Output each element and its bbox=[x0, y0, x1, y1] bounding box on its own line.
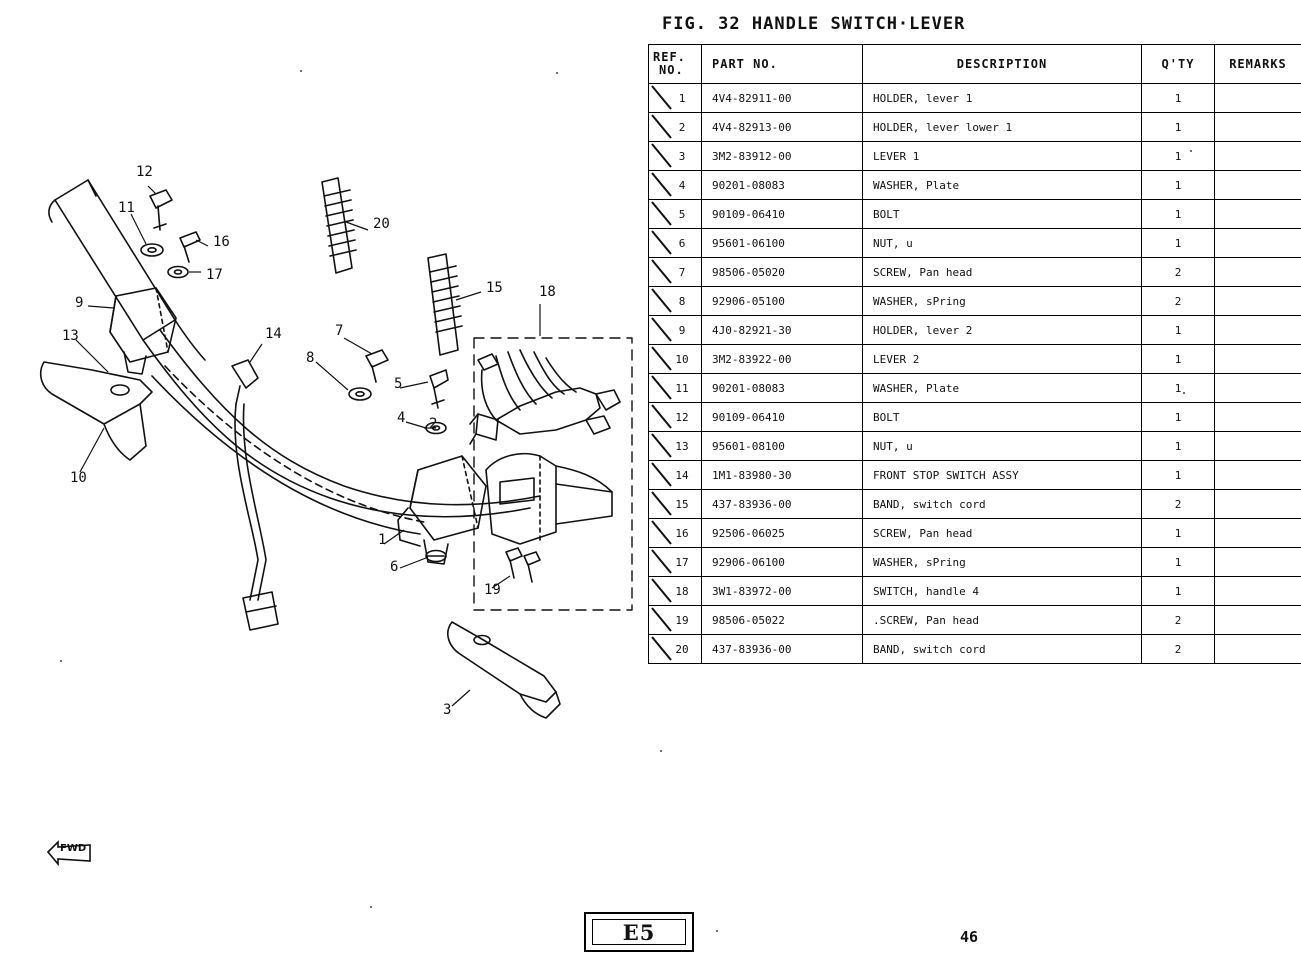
ref-no-value: 3 bbox=[678, 149, 686, 163]
cell-part-no: 3M2-83912-00 bbox=[702, 142, 863, 171]
cell-qty: 2 bbox=[1142, 635, 1215, 664]
ref-no-value: 8 bbox=[678, 294, 686, 308]
exploded-diagram bbox=[0, 0, 648, 958]
cell-description: WASHER, Plate bbox=[863, 374, 1142, 403]
cell-description: NUT, u bbox=[863, 229, 1142, 258]
cell-remarks bbox=[1215, 606, 1301, 635]
ref-no-value: 18 bbox=[675, 584, 689, 598]
cell-remarks bbox=[1215, 200, 1301, 229]
ref-no-value: 1 bbox=[678, 91, 686, 105]
scan-speckle bbox=[1183, 392, 1185, 394]
ref-no-value: 19 bbox=[675, 613, 689, 627]
cell-qty: 1 bbox=[1142, 548, 1215, 577]
cell-ref-no bbox=[649, 316, 702, 345]
ref-no-value: 14 bbox=[675, 468, 689, 482]
cell-description: SWITCH, handle 4 bbox=[863, 577, 1142, 606]
table-row bbox=[649, 229, 1301, 258]
callout-16: 16 bbox=[213, 234, 230, 250]
cell-part-no: 437-83936-00 bbox=[702, 635, 863, 664]
cell-qty: 1 bbox=[1142, 345, 1215, 374]
table-row bbox=[649, 113, 1301, 142]
cell-qty: 1 bbox=[1142, 577, 1215, 606]
cell-qty: 1 bbox=[1142, 461, 1215, 490]
cell-description: LEVER 1 bbox=[863, 142, 1142, 171]
ref-header-line1: REF. bbox=[653, 50, 686, 65]
cell-description: FRONT STOP SWITCH ASSY bbox=[863, 461, 1142, 490]
column-header-ref-no bbox=[649, 45, 702, 84]
ref-no-value: 17 bbox=[675, 555, 689, 569]
cell-ref-no bbox=[649, 258, 702, 287]
ref-no-value: 2 bbox=[678, 120, 686, 134]
callout-9: 9 bbox=[75, 295, 84, 311]
cell-ref-no bbox=[649, 403, 702, 432]
table-row bbox=[649, 606, 1301, 635]
cell-remarks bbox=[1215, 635, 1301, 664]
cell-ref-no bbox=[649, 287, 702, 316]
callout-17: 17 bbox=[206, 267, 223, 283]
cell-part-no: 4V4-82913-00 bbox=[702, 113, 863, 142]
cell-remarks bbox=[1215, 258, 1301, 287]
cell-description: WASHER, sPring bbox=[863, 548, 1142, 577]
ref-no-value: 7 bbox=[678, 265, 686, 279]
section-code-box bbox=[584, 912, 694, 952]
callout-4: 4 bbox=[397, 410, 406, 426]
cell-description: WASHER, sPring bbox=[863, 287, 1142, 316]
cell-qty: 1 bbox=[1142, 113, 1215, 142]
table-row bbox=[649, 490, 1301, 519]
cell-ref-no bbox=[649, 84, 702, 113]
table-row bbox=[649, 84, 1301, 113]
callout-11: 11 bbox=[118, 200, 135, 216]
cell-part-no: 90201-08083 bbox=[702, 374, 863, 403]
cell-qty: 2 bbox=[1142, 490, 1215, 519]
cell-description: .SCREW, Pan head bbox=[863, 606, 1142, 635]
fwd-direction-marker bbox=[46, 836, 94, 868]
scan-speckle bbox=[300, 70, 302, 72]
cell-remarks bbox=[1215, 84, 1301, 113]
cell-remarks bbox=[1215, 461, 1301, 490]
cell-remarks bbox=[1215, 287, 1301, 316]
callout-7: 7 bbox=[335, 323, 344, 339]
cell-remarks bbox=[1215, 171, 1301, 200]
scan-speckle bbox=[660, 750, 662, 752]
ref-no-value: 15 bbox=[675, 497, 689, 511]
ref-no-value: 6 bbox=[678, 236, 686, 250]
ref-no-value: 11 bbox=[675, 381, 689, 395]
ref-header-line2: NO. bbox=[659, 63, 684, 77]
callout-1: 1 bbox=[378, 532, 387, 548]
callout-8: 8 bbox=[306, 350, 315, 366]
cell-ref-no bbox=[649, 229, 702, 258]
cell-description: BOLT bbox=[863, 403, 1142, 432]
cell-qty: 1 bbox=[1142, 142, 1215, 171]
cell-part-no: 1M1-83980-30 bbox=[702, 461, 863, 490]
table-row bbox=[649, 258, 1301, 287]
cell-description: SCREW, Pan head bbox=[863, 258, 1142, 287]
callout-20: 20 bbox=[373, 216, 390, 232]
ref-no-value: 9 bbox=[678, 323, 686, 337]
ref-no-value: 4 bbox=[678, 178, 686, 192]
table-row bbox=[649, 171, 1301, 200]
table-row bbox=[649, 577, 1301, 606]
scan-speckle bbox=[1190, 150, 1192, 152]
cell-ref-no bbox=[649, 432, 702, 461]
cell-remarks bbox=[1215, 316, 1301, 345]
column-header-qty: Q'TY bbox=[1142, 45, 1215, 84]
cell-remarks bbox=[1215, 403, 1301, 432]
cell-qty: 1 bbox=[1142, 84, 1215, 113]
cell-description: BAND, switch cord bbox=[863, 490, 1142, 519]
cell-part-no: 95601-06100 bbox=[702, 229, 863, 258]
column-header-description: DESCRIPTION bbox=[863, 45, 1142, 84]
callout-3: 3 bbox=[443, 702, 452, 718]
table-row bbox=[649, 519, 1301, 548]
cell-remarks bbox=[1215, 490, 1301, 519]
cell-qty: 2 bbox=[1142, 287, 1215, 316]
ref-no-value: 12 bbox=[675, 410, 689, 424]
table-row bbox=[649, 142, 1301, 171]
cell-part-no: 90109-06410 bbox=[702, 403, 863, 432]
cell-remarks bbox=[1215, 113, 1301, 142]
table-row bbox=[649, 287, 1301, 316]
parts-table bbox=[648, 44, 1301, 664]
cell-description: BAND, switch cord bbox=[863, 635, 1142, 664]
cell-ref-no bbox=[649, 461, 702, 490]
table-row bbox=[649, 200, 1301, 229]
table-row bbox=[649, 461, 1301, 490]
ref-no-value: 10 bbox=[675, 352, 689, 366]
callout-10: 10 bbox=[70, 470, 87, 486]
column-header-part-no: PART NO. bbox=[702, 45, 863, 84]
page-number: 46 bbox=[960, 928, 979, 946]
cell-ref-no bbox=[649, 142, 702, 171]
cell-part-no: 98506-05022 bbox=[702, 606, 863, 635]
parts-table-container bbox=[648, 14, 1286, 664]
callout-18: 18 bbox=[539, 284, 556, 300]
callout-19: 19 bbox=[484, 582, 501, 598]
table-row bbox=[649, 403, 1301, 432]
table-row bbox=[649, 432, 1301, 461]
cell-description: HOLDER, lever 1 bbox=[863, 84, 1142, 113]
fwd-label: FWD bbox=[60, 843, 87, 854]
scan-speckle bbox=[370, 906, 372, 908]
scan-speckle bbox=[60, 660, 62, 662]
cell-part-no: 92906-06100 bbox=[702, 548, 863, 577]
callout-5: 5 bbox=[394, 376, 403, 392]
cell-description: LEVER 2 bbox=[863, 345, 1142, 374]
callout-6: 6 bbox=[390, 559, 399, 575]
cell-ref-no bbox=[649, 577, 702, 606]
cell-part-no: 90109-06410 bbox=[702, 200, 863, 229]
cell-description: HOLDER, lever 2 bbox=[863, 316, 1142, 345]
scan-speckle bbox=[716, 930, 718, 932]
scan-speckle bbox=[556, 72, 558, 74]
cell-part-no: 437-83936-00 bbox=[702, 490, 863, 519]
cell-remarks bbox=[1215, 519, 1301, 548]
cell-ref-no bbox=[649, 490, 702, 519]
cell-part-no: 4V4-82911-00 bbox=[702, 84, 863, 113]
cell-ref-no bbox=[649, 635, 702, 664]
callout-12: 12 bbox=[136, 164, 153, 180]
section-code-label: E5 bbox=[592, 919, 686, 945]
cell-description: SCREW, Pan head bbox=[863, 519, 1142, 548]
cell-qty: 1 bbox=[1142, 374, 1215, 403]
cell-ref-no bbox=[649, 345, 702, 374]
cell-description: NUT, u bbox=[863, 432, 1142, 461]
table-row bbox=[649, 345, 1301, 374]
cell-qty: 2 bbox=[1142, 258, 1215, 287]
cell-qty: 1 bbox=[1142, 171, 1215, 200]
cell-qty: 1 bbox=[1142, 316, 1215, 345]
cell-ref-no bbox=[649, 374, 702, 403]
callout-2: 2 bbox=[429, 416, 438, 432]
ref-no-value: 16 bbox=[675, 526, 689, 540]
table-header-row bbox=[649, 45, 1301, 84]
cell-remarks bbox=[1215, 548, 1301, 577]
cell-part-no: 98506-05020 bbox=[702, 258, 863, 287]
table-row bbox=[649, 316, 1301, 345]
cell-remarks bbox=[1215, 432, 1301, 461]
cell-ref-no bbox=[649, 113, 702, 142]
figure-title: FIG. 32 HANDLE SWITCH·LEVER bbox=[662, 14, 966, 34]
cell-qty: 1 bbox=[1142, 403, 1215, 432]
cell-ref-no bbox=[649, 548, 702, 577]
cell-remarks bbox=[1215, 577, 1301, 606]
table-row bbox=[649, 548, 1301, 577]
cell-ref-no bbox=[649, 519, 702, 548]
cell-qty: 2 bbox=[1142, 606, 1215, 635]
cell-ref-no bbox=[649, 200, 702, 229]
cell-qty: 1 bbox=[1142, 519, 1215, 548]
cell-part-no: 92506-06025 bbox=[702, 519, 863, 548]
cell-qty: 1 bbox=[1142, 432, 1215, 461]
ref-no-value: 5 bbox=[678, 207, 686, 221]
cell-description: HOLDER, lever lower 1 bbox=[863, 113, 1142, 142]
cell-part-no: 92906-05100 bbox=[702, 287, 863, 316]
table-row bbox=[649, 374, 1301, 403]
cell-part-no: 3M2-83922-00 bbox=[702, 345, 863, 374]
cell-part-no: 90201-08083 bbox=[702, 171, 863, 200]
ref-no-value: 20 bbox=[675, 642, 689, 656]
cell-part-no: 4J0-82921-30 bbox=[702, 316, 863, 345]
column-header-remarks: REMARKS bbox=[1215, 45, 1301, 84]
table-row bbox=[649, 635, 1301, 664]
cell-part-no: 3W1-83972-00 bbox=[702, 577, 863, 606]
callout-13: 13 bbox=[62, 328, 79, 344]
cell-qty: 1 bbox=[1142, 200, 1215, 229]
cell-description: BOLT bbox=[863, 200, 1142, 229]
cell-description: WASHER, Plate bbox=[863, 171, 1142, 200]
cell-remarks bbox=[1215, 345, 1301, 374]
callout-15: 15 bbox=[486, 280, 503, 296]
cell-remarks bbox=[1215, 229, 1301, 258]
ref-no-value: 13 bbox=[675, 439, 689, 453]
cell-remarks bbox=[1215, 374, 1301, 403]
diagram-artwork bbox=[0, 0, 648, 958]
callout-14: 14 bbox=[265, 326, 282, 342]
parts-table-body bbox=[649, 84, 1301, 664]
cell-ref-no bbox=[649, 171, 702, 200]
cell-ref-no bbox=[649, 606, 702, 635]
cell-part-no: 95601-08100 bbox=[702, 432, 863, 461]
cell-remarks bbox=[1215, 142, 1301, 171]
cell-qty: 1 bbox=[1142, 229, 1215, 258]
